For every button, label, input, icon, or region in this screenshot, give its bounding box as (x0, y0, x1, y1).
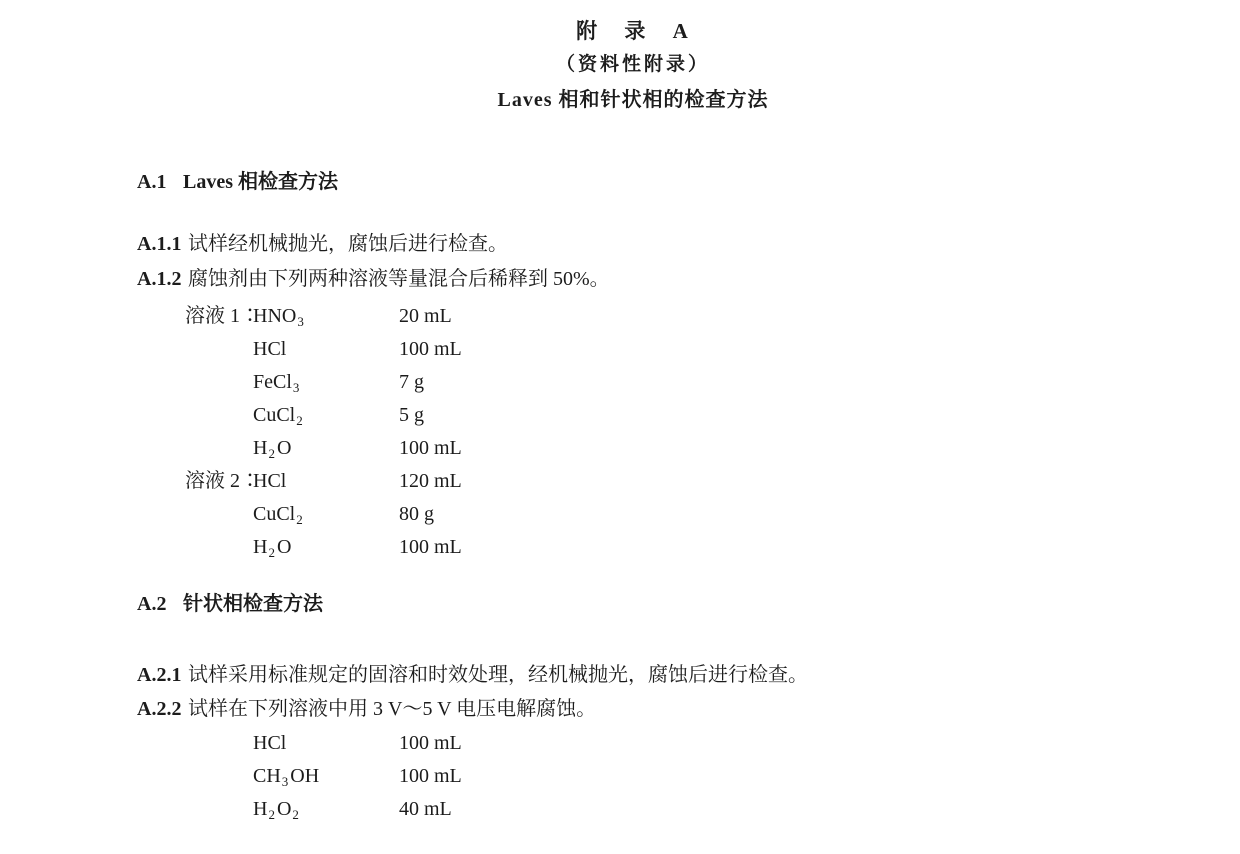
chemical-formula: $H_2$ O (253, 437, 292, 461)
appendix-heading: Laves 相和针状相的检查方法 (497, 89, 769, 111)
chemical-amount: 100 mL (399, 536, 462, 558)
solution-label: 溶液 2∶ (185, 470, 260, 492)
solution-label (185, 399, 253, 432)
solution-label (185, 498, 253, 531)
solution-list-a1 (185, 300, 462, 564)
chemical-row (185, 498, 462, 531)
clause-a2-2-text: 试样在下列溶液中用 3 V～5 V 电压电解腐蚀。 (188, 698, 597, 720)
chemical-row (185, 366, 462, 399)
chemical-formula: CuCl$_2$ (253, 404, 303, 428)
chemical-amount: 40 mL (399, 798, 452, 820)
chemical-amount: 100 mL (399, 338, 462, 360)
chemical-row (185, 300, 462, 333)
appendix-title: 附 录 A (576, 19, 690, 43)
chemical-row (185, 333, 462, 366)
chemical-formula: $H_2$ $O_2$ (253, 798, 299, 822)
solution-label (185, 531, 253, 564)
chemical-amount: 100 mL (399, 437, 462, 459)
clause-a1-1-number: A.1.1 (137, 233, 182, 255)
section-a1-number: A.1 (137, 171, 167, 193)
section-a1-title: Laves 相检查方法 (183, 171, 338, 193)
clause-a1-1-text: 试样经机械抛光，腐蚀后进行检查。 (188, 233, 508, 255)
chemical-row (185, 465, 462, 498)
chemical-amount: 20 mL (399, 305, 452, 327)
chemical-formula: $H_2$ O (253, 536, 292, 560)
chemical-amount: 100 mL (399, 732, 462, 754)
chemical-row (185, 760, 462, 793)
section-a2-heading (137, 592, 323, 616)
clause-a1-1 (137, 232, 508, 256)
chemical-formula: $CH_3$ OH (253, 765, 320, 789)
chemical-row (185, 399, 462, 432)
solution-label (185, 793, 253, 826)
chemical-formula: HCl (253, 732, 287, 754)
section-a2-number: A.2 (137, 593, 167, 615)
chemical-formula: CuCl$_2$ (253, 503, 303, 527)
chemical-formula: HCl (253, 470, 287, 492)
solution-label (185, 727, 253, 760)
clause-a1-2-text: 腐蚀剂由下列两种溶液等量混合后稀释到 50%。 (188, 268, 610, 290)
chemical-formula: $HNO_3$ (253, 305, 304, 329)
chemical-row (185, 531, 462, 564)
chemical-amount: 120 mL (399, 470, 462, 492)
clause-a2-1 (137, 663, 808, 687)
chemical-amount: 7 g (399, 371, 424, 393)
clause-a1-2 (137, 267, 610, 291)
solution-label (185, 432, 253, 465)
section-a1-heading (137, 170, 338, 194)
solution-label (185, 760, 253, 793)
section-a2-title: 针状相检查方法 (183, 593, 323, 615)
chemical-amount: 80 g (399, 503, 434, 525)
chemical-formula: HCl (253, 338, 287, 360)
chemical-row (185, 432, 462, 465)
chemical-amount: 100 mL (399, 765, 462, 787)
appendix-subtitle: （资料性附录） (555, 54, 710, 75)
chemical-row (185, 793, 462, 826)
clause-a2-1-number: A.2.1 (137, 664, 182, 686)
solution-label: 溶液 1∶ (185, 305, 260, 327)
chemical-formula: FeCl$_3$ (253, 371, 300, 395)
clause-a2-2 (137, 697, 596, 721)
chemical-row (185, 727, 462, 760)
clause-a1-2-number: A.1.2 (137, 268, 182, 290)
chemical-amount: 5 g (399, 404, 424, 426)
solution-label (185, 333, 253, 366)
electrolyte-list-a2 (185, 727, 462, 826)
appendix-header (0, 19, 1240, 112)
clause-a2-1-text: 试样采用标准规定的固溶和时效处理，经机械抛光，腐蚀后进行检查。 (188, 664, 808, 686)
clause-a2-2-number: A.2.2 (137, 698, 182, 720)
solution-label (185, 366, 253, 399)
